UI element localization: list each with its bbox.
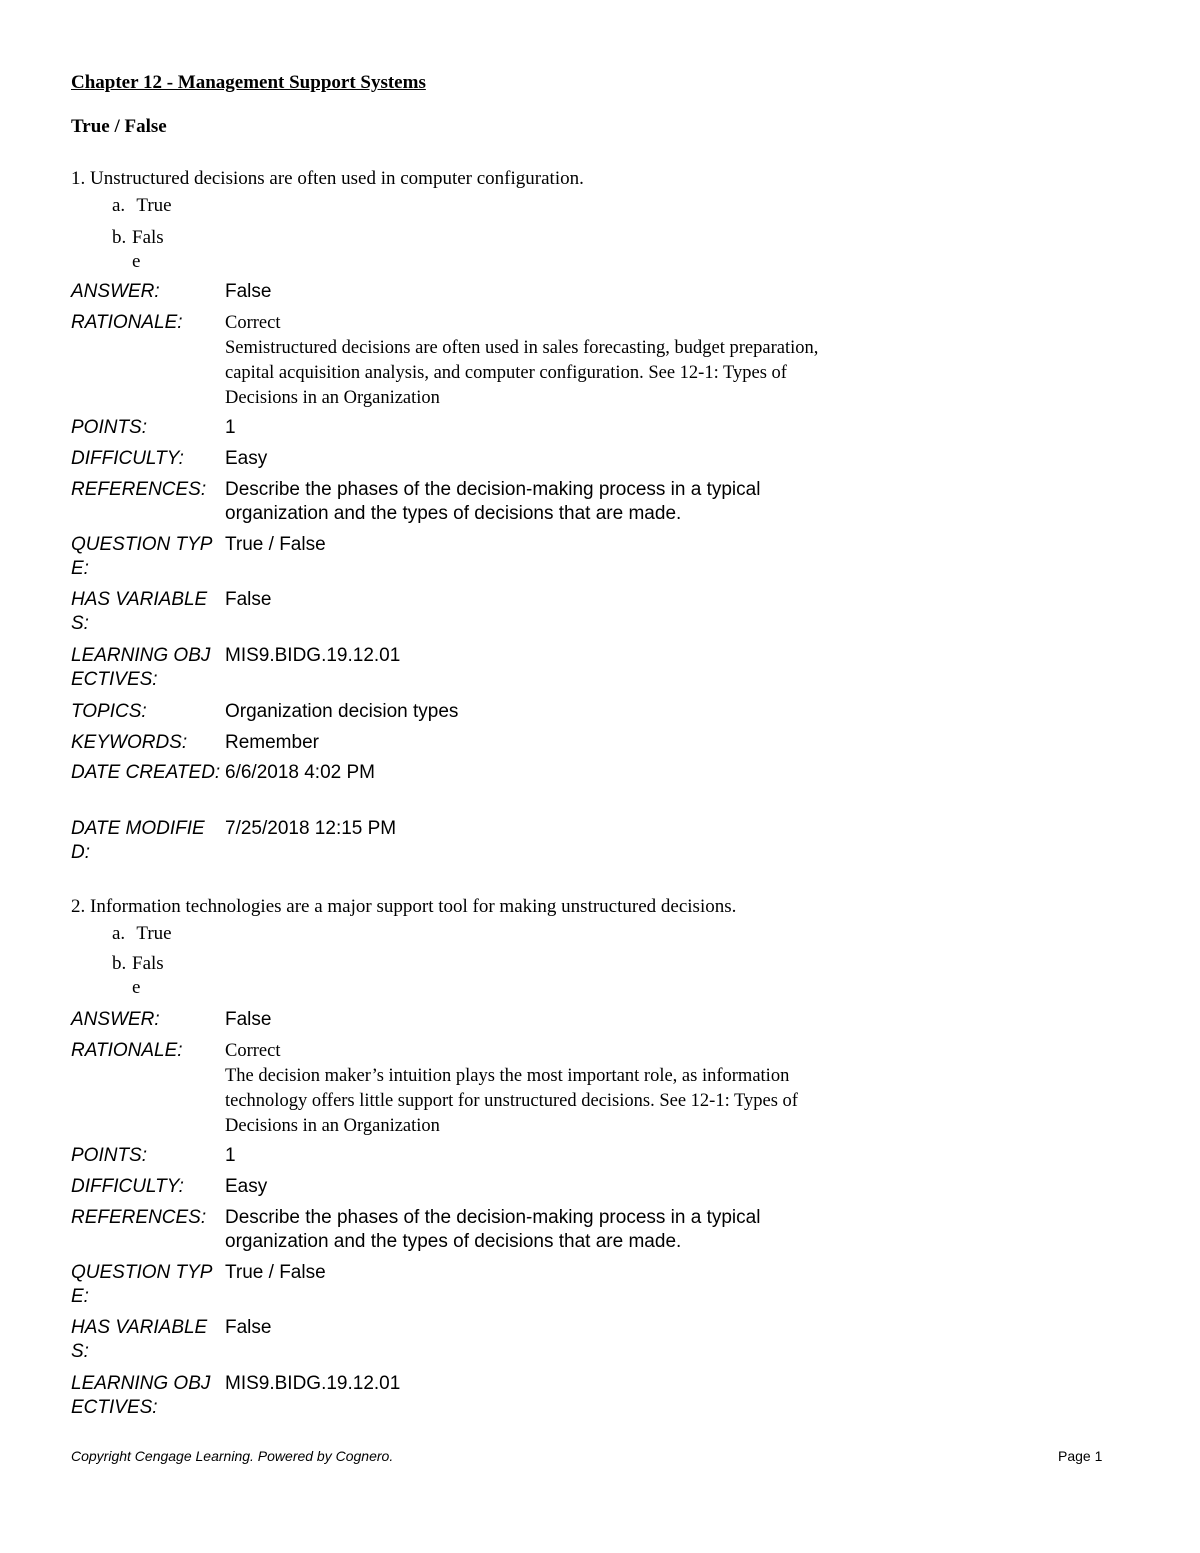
- choice-text: True: [136, 195, 172, 216]
- question-text: Unstructured decisions are often used in computer configuration.: [90, 168, 584, 189]
- has-variables-value: False: [225, 1317, 272, 1338]
- question-stem: [71, 896, 736, 918]
- topics-label: TOPICS:: [71, 701, 147, 722]
- question-text: Information technologies are a major support tool for making unstructured decisions.: [90, 896, 737, 917]
- answer-value: False: [225, 281, 272, 302]
- references-line: Describe the phases of the decision-making process in a typical: [225, 1207, 761, 1228]
- answer-value: False: [225, 1009, 272, 1030]
- question-type-label: QUESTION TYPE:: [71, 534, 213, 579]
- choice-letter: a.: [112, 195, 126, 216]
- date-modified-label: DATE MODIFIED:: [71, 818, 205, 863]
- references-value: [225, 1206, 925, 1254]
- learning-objectives-label: LEARNING OBJECTIVES:: [71, 1373, 211, 1418]
- references-label: REFERENCES:: [71, 479, 207, 500]
- rationale-line: capital acquisition analysis, and computer configuration. See 12-1: Types of: [225, 363, 787, 383]
- learning-objectives-label: LEARNING OBJECTIVES:: [71, 645, 211, 690]
- points-label: POINTS:: [71, 1145, 148, 1166]
- choice-b: [112, 952, 170, 1000]
- references-label: REFERENCES:: [71, 1207, 207, 1228]
- rationale-head: Correct: [225, 313, 281, 333]
- rationale-label: RATIONALE:: [71, 312, 183, 333]
- difficulty-label: DIFFICULTY:: [71, 448, 184, 469]
- points-value: 1: [225, 417, 236, 438]
- question-type-value: True / False: [225, 534, 326, 555]
- rationale-line: The decision maker’s intuition plays the most important role, as information: [225, 1066, 790, 1086]
- answer-label: ANSWER:: [71, 1009, 160, 1030]
- difficulty-value: Easy: [225, 448, 268, 469]
- choice-letter: a.: [112, 923, 126, 944]
- difficulty-value: Easy: [225, 1176, 268, 1197]
- references-value: [225, 478, 925, 526]
- date-created-label: DATE CREATED:: [71, 762, 221, 783]
- section-title: True / False: [71, 116, 167, 137]
- rationale-value: [225, 1039, 925, 1139]
- references-line: organization and the types of decisions that are made.: [225, 1231, 682, 1252]
- references-line: organization and the types of decisions that are made.: [225, 503, 682, 524]
- learning-objectives-value: MIS9.BIDG.19.12.01: [225, 645, 401, 666]
- has-variables-label: HAS VARIABLES:: [71, 589, 208, 634]
- question-number: 1.: [71, 168, 86, 189]
- question-type-value: True / False: [225, 1262, 326, 1283]
- rationale-head: Correct: [225, 1041, 281, 1061]
- references-line: Describe the phases of the decision-making process in a typical: [225, 479, 761, 500]
- keywords-value: Remember: [225, 732, 319, 753]
- rationale-label: RATIONALE:: [71, 1040, 183, 1061]
- document-title: Chapter 12 - Management Support Systems: [71, 72, 426, 93]
- rationale-line: Semistructured decisions are often used in sales forecasting, budget preparation,: [225, 338, 819, 358]
- choice-letter: b.: [112, 953, 127, 974]
- question-number: 2.: [71, 896, 86, 917]
- points-label: POINTS:: [71, 417, 148, 438]
- has-variables-value: False: [225, 589, 272, 610]
- choice-text: False: [132, 227, 164, 272]
- keywords-label: KEYWORDS:: [71, 732, 188, 753]
- rationale-line: Decisions in an Organization: [225, 388, 440, 408]
- has-variables-label: HAS VARIABLES:: [71, 1317, 208, 1362]
- date-created-value: 6/6/2018 4:02 PM: [225, 762, 375, 783]
- answer-label: ANSWER:: [71, 281, 160, 302]
- choice-b: [112, 226, 170, 274]
- choice-a: [112, 922, 172, 946]
- rationale-value: [225, 311, 925, 411]
- date-modified-value: 7/25/2018 12:15 PM: [225, 818, 397, 839]
- question-type-label: QUESTION TYPE:: [71, 1262, 213, 1307]
- choice-text: True: [136, 923, 172, 944]
- choice-a: [112, 194, 172, 218]
- difficulty-label: DIFFICULTY:: [71, 1176, 184, 1197]
- choice-text: False: [132, 953, 164, 998]
- question-stem: [71, 168, 584, 190]
- choice-letter: b.: [112, 227, 127, 248]
- topics-value: Organization decision types: [225, 701, 459, 722]
- rationale-line: technology offers little support for unstructured decisions. See 12-1: Types of: [225, 1091, 798, 1111]
- footer-page-number: Page 1: [1058, 1448, 1103, 1464]
- learning-objectives-value: MIS9.BIDG.19.12.01: [225, 1373, 401, 1394]
- rationale-line: Decisions in an Organization: [225, 1116, 440, 1136]
- points-value: 1: [225, 1145, 236, 1166]
- footer-copyright: Copyright Cengage Learning. Powered by Cognero.: [71, 1448, 394, 1464]
